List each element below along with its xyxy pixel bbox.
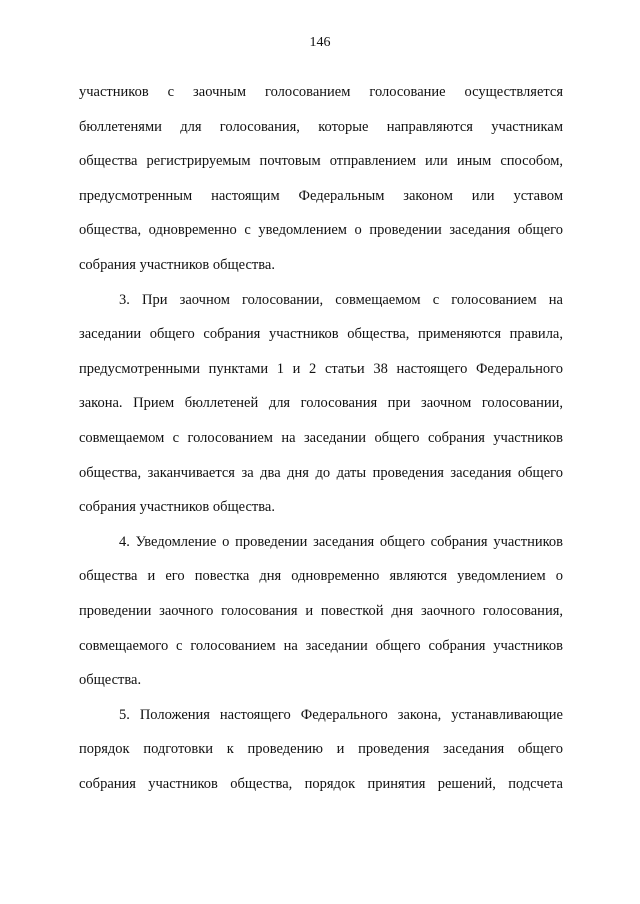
- text-line: заседании общего собрания участников общества, применяются правила,: [79, 326, 563, 343]
- text-line: 3. При заочном голосовании, совмещаемом с голосованием на: [119, 291, 563, 308]
- text-line: совмещаемом с голосованием на заседании общего собрания участников: [79, 429, 563, 446]
- paragraph-item-5: [79, 698, 563, 802]
- text-line: общества.: [79, 672, 142, 689]
- text-line: 5. Положения настоящего Федерального закона, устанавливающие: [119, 706, 563, 723]
- text-line: общества и его повестка дня одновременно являются уведомлением о: [79, 568, 563, 585]
- text-line: участников с заочным голосованием голосование осуществляется: [79, 84, 563, 100]
- text-line: порядок подготовки к проведению и проведения заседания общего: [79, 741, 563, 758]
- text-line: собрания участников общества.: [79, 256, 275, 273]
- text-line: предусмотренным настоящим Федеральным законом или уставом: [79, 187, 563, 204]
- text-line: собрания участников общества, порядок принятия решений, подсчета: [79, 775, 563, 792]
- text-line: закона. Прием бюллетеней для голосования при заочном голосовании,: [79, 395, 563, 412]
- text-line: проведении заочного голосования и повесткой дня заочного голосования,: [79, 602, 563, 619]
- text-line: предусмотренными пунктами 1 и 2 статьи 38 настоящего Федерального: [79, 360, 563, 377]
- paragraph-item-3: [79, 283, 563, 525]
- document-body: [79, 75, 563, 801]
- text-line: совмещаемого с голосованием на заседании общего собрания участников: [79, 637, 563, 654]
- paragraph-item-4: [79, 525, 563, 698]
- text-line: общества, заканчивается за два дня до даты проведения заседания общего: [79, 464, 563, 481]
- page-number: 146: [309, 35, 331, 50]
- text-line: общества регистрируемым почтовым отправлением или иным способом,: [79, 153, 563, 170]
- text-line: общества, одновременно с уведомлением о проведении заседания общего: [79, 222, 563, 239]
- paragraph-continuation: [79, 75, 563, 283]
- text-line: собрания участников общества.: [79, 499, 275, 516]
- text-line: 4. Уведомление о проведении заседания общего собрания участников: [119, 533, 563, 550]
- text-line: бюллетенями для голосования, которые направляются участникам: [79, 118, 563, 135]
